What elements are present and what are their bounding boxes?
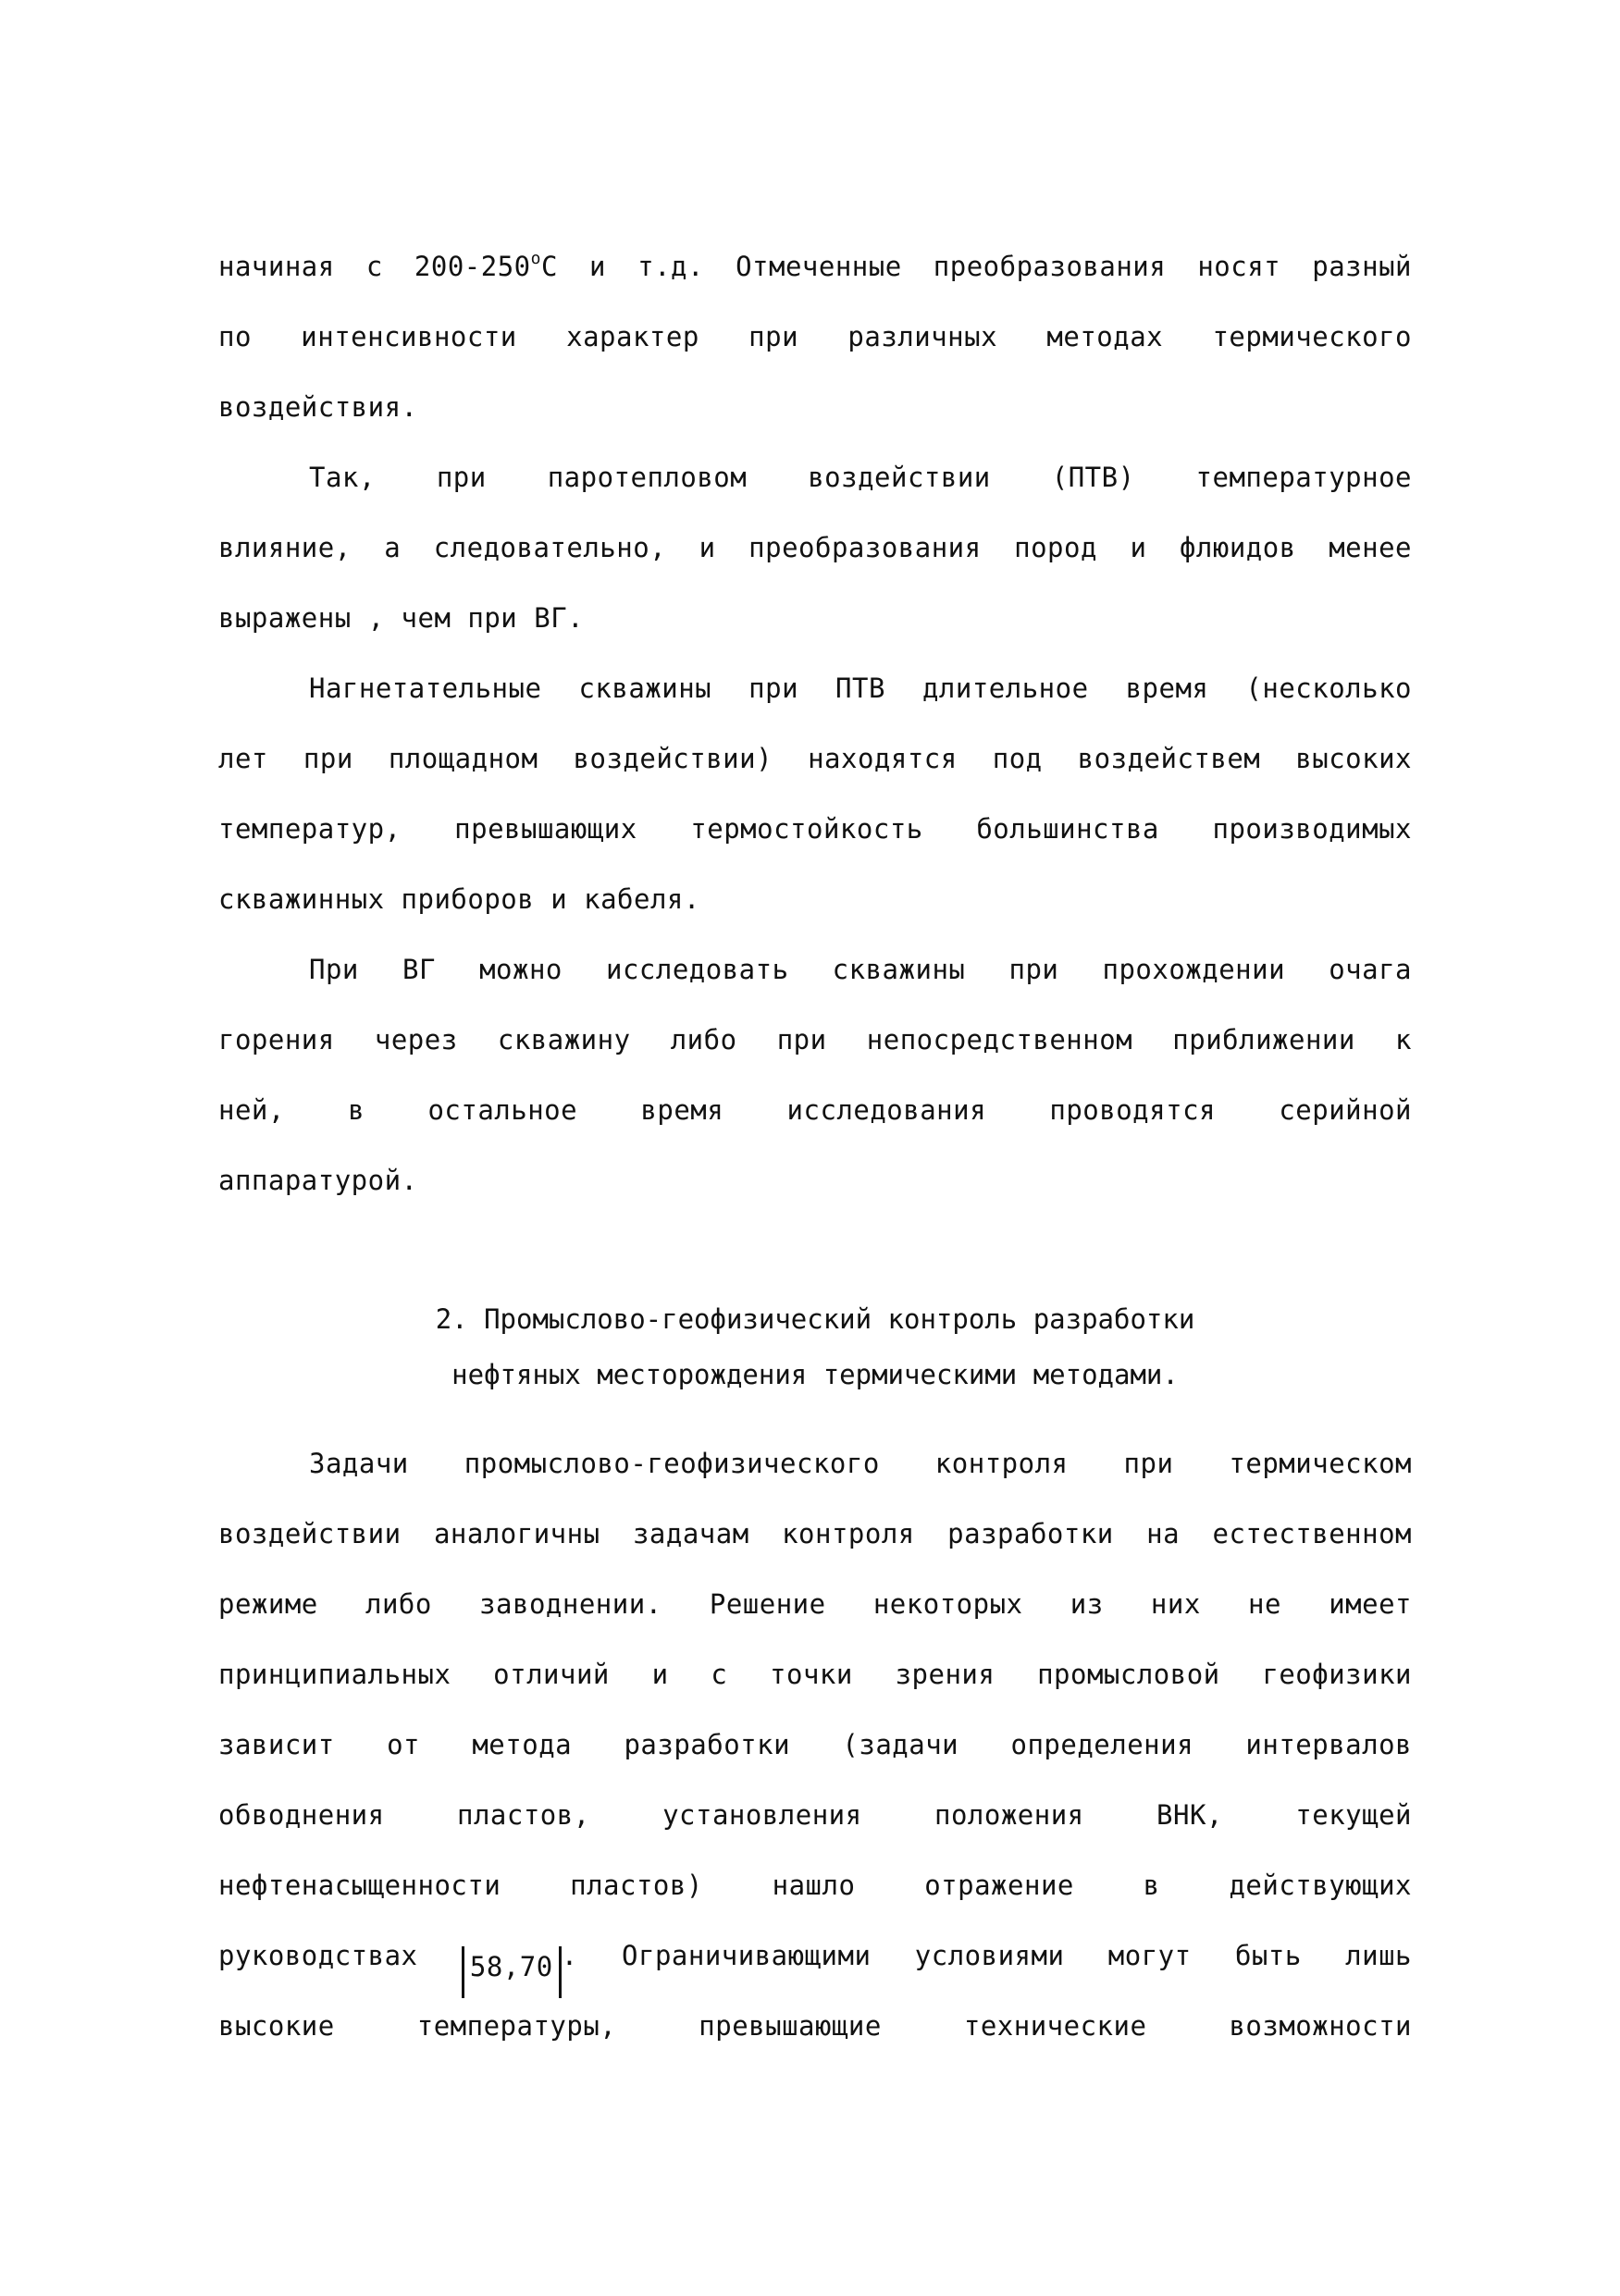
paragraph-5-line-6: обводнения пластов, установления положения ВНК, текущей <box>218 1799 1412 1831</box>
text-fragment: руководствах <box>218 1940 418 1971</box>
paragraph-2-line-2: влияние, а следовательно, и преобразования пород и флюидов менее <box>218 532 1412 563</box>
text-fragment: С и т.д. Отмеченные преобразования носят разный <box>540 251 1412 282</box>
paragraph-5-line-7: нефтенасыщенности пластов) нашло отражение в действующих <box>218 1870 1412 1901</box>
paragraph-4-line-3: ней, в остальное время исследования проводятся серийной <box>218 1094 1412 1126</box>
paragraph-5-line-1: Задачи промыслово-геофизического контроля при термическом <box>309 1448 1412 1479</box>
paragraph-2-line-3: выражены , чем при ВГ. <box>218 602 585 634</box>
paragraph-3-line-4: скважинных приборов и кабеля. <box>218 883 700 915</box>
paragraph-4-line-2: горения через скважину либо при непосредственном приближении к <box>218 1024 1412 1055</box>
paragraph-5-line-9: высокие температуры, превышающие технические возможности <box>218 2010 1412 2042</box>
degree-sign: о <box>530 249 541 268</box>
citation-reference: 58,70 <box>462 1946 562 1998</box>
paragraph-5-line-5: зависит от метода разработки (задачи определения интервалов <box>218 1729 1412 1760</box>
paragraph-3-line-1: Нагнетательные скважины при ПТВ длительное время (несколько <box>309 673 1412 704</box>
paragraph-4-line-4: аппаратурой. <box>218 1165 418 1196</box>
paragraph-3-line-2: лет при площадном воздействии) находятся под воздействем высоких <box>218 743 1412 774</box>
paragraph-1-line-3: воздействия. <box>218 391 418 423</box>
paragraph-2-line-1: Так, при паротепловом воздействии (ПТВ) температурное <box>309 462 1412 493</box>
paragraph-5-line-4: принципиальных отличий и с точки зрения промысловой геофизики <box>218 1659 1412 1690</box>
paragraph-3-line-3: температур, превышающих термостойкость большинства производимых <box>218 813 1412 845</box>
section-heading-line-2: нефтяных месторождения термическими методами. <box>451 1359 1179 1390</box>
text-fragment: . Ограничивающими условиями могут быть лишь <box>561 1940 1412 1971</box>
paragraph-5-line-2: воздействии аналогичны задачам контроля разработки на естественном <box>218 1518 1412 1549</box>
section-heading-line-1: 2. Промыслово-геофизический контроль разработки <box>435 1303 1195 1335</box>
paragraph-1-line-2: по интенсивности характер при различных методах термического <box>218 321 1412 352</box>
paragraph-4-line-1: При ВГ можно исследовать скважины при прохождении очага <box>309 954 1412 985</box>
paragraph-5-line-3: режиме либо заводнении. Решение некоторых из них не имеет <box>218 1588 1412 1620</box>
text-fragment: начиная с 200-250 <box>218 251 531 282</box>
paragraph-5-line-8 <box>218 1937 1412 1982</box>
paragraph-1-line-1 <box>218 248 1412 285</box>
